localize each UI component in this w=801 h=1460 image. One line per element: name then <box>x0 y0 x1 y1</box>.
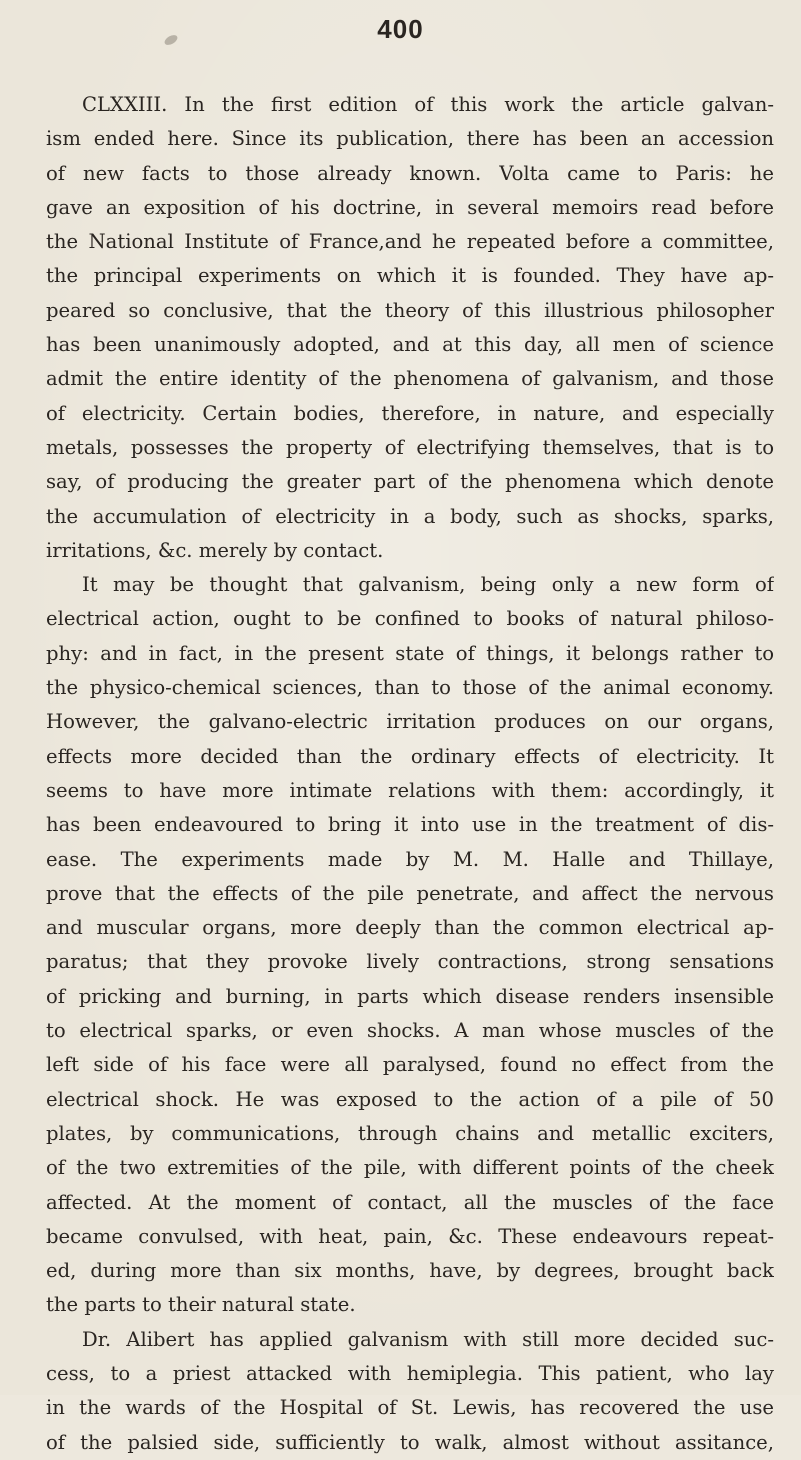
text-line: the accumulation of electricity in a body, such as shocks, sparks, <box>46 504 774 528</box>
text-line: CLXXIII. In the first edition of this work the article galvan- <box>82 93 774 116</box>
text-line: and muscular organs, more deeply than the common electrical ap- <box>46 916 774 940</box>
text-line: of electricity. Certain bodies, therefore, in nature, and especially <box>46 401 774 425</box>
text-line: ism ended here. Since its publication, there has been an accession <box>46 127 774 151</box>
text-line: in the wards of the Hospital of St. Lewis, has recovered the use <box>46 1396 774 1420</box>
text-line: admit the entire identity of the phenomena of galvanism, and those <box>46 367 774 391</box>
page-number: 400 <box>377 14 424 44</box>
text-line: peared so conclusive, that the theory of this illustrious philosopher <box>46 298 774 322</box>
text-line: the National Institute of France,and he repeated before a committee, <box>46 230 774 254</box>
text-line: of the palsied side, sufficiently to walk, almost without assitance, <box>46 1430 774 1454</box>
text-line: the parts to their natural state. <box>46 1293 356 1317</box>
text-line: effects more decided than the ordinary effects of electricity. It <box>46 744 774 768</box>
text-line: became convulsed, with heat, pain, &c. These endeavours repeat- <box>46 1224 774 1248</box>
text-line: electrical action, ought to be confined to books of natural philoso- <box>46 607 774 631</box>
text-line: cess, to a priest attacked with hemiplegia. This patient, who lay <box>46 1361 774 1385</box>
text-line: paratus; that they provoke lively contractions, strong sensations <box>46 950 774 974</box>
text-line: has been endeavoured to bring it into use in the treatment of dis- <box>46 813 774 837</box>
body-text <box>46 88 774 1460</box>
text-line: seems to have more intimate relations with them: accordingly, it <box>46 778 774 802</box>
text-line: electrical shock. He was exposed to the action of a pile of 50 <box>46 1087 774 1111</box>
text-line: has been unanimously adopted, and at this day, all men of science <box>46 333 774 357</box>
text-line: left side of his face were all paralysed, found no effect from the <box>46 1053 774 1077</box>
text-line: gave an exposition of his doctrine, in several memoirs read before <box>46 195 774 219</box>
text-line: say, of producing the greater part of the phenomena which denote <box>46 470 774 494</box>
text-line: of pricking and burning, in parts which disease renders insensible <box>46 984 774 1008</box>
text-line: It may be thought that galvanism, being only a new form of <box>82 573 774 597</box>
text-line: the physico-chemical sciences, than to those of the animal economy. <box>46 676 774 700</box>
text-line: of the two extremities of the pile, with different points of the cheek <box>46 1156 774 1180</box>
text-line: ed, during more than six months, have, by degrees, brought back <box>46 1259 774 1283</box>
text-line: ease. The experiments made by M. M. Halle and Thillaye, <box>46 847 774 871</box>
text-line: irritations, &c. merely by contact. <box>46 538 384 562</box>
text-line: Dr. Alibert has applied galvanism with still more decided suc- <box>82 1327 774 1351</box>
text-line: of new facts to those already known. Volta came to Paris: he <box>46 161 774 185</box>
text-line: prove that the effects of the pile penetrate, and affect the nervous <box>46 881 774 905</box>
text-line: However, the galvano-electric irritation produces on our organs, <box>46 710 774 734</box>
text-line: affected. At the moment of contact, all the muscles of the face <box>46 1190 774 1214</box>
text-line: to electrical sparks, or even shocks. A man whose muscles of the <box>46 1019 774 1043</box>
text-line: metals, possesses the property of electrifying themselves, that is to <box>46 435 774 459</box>
text-line: plates, by communications, through chains and metallic exciters, <box>46 1121 774 1145</box>
text-line: phy: and in fact, in the present state of things, it belongs rather to <box>46 641 774 665</box>
text-line: the principal experiments on which it is founded. They have ap- <box>46 264 774 288</box>
